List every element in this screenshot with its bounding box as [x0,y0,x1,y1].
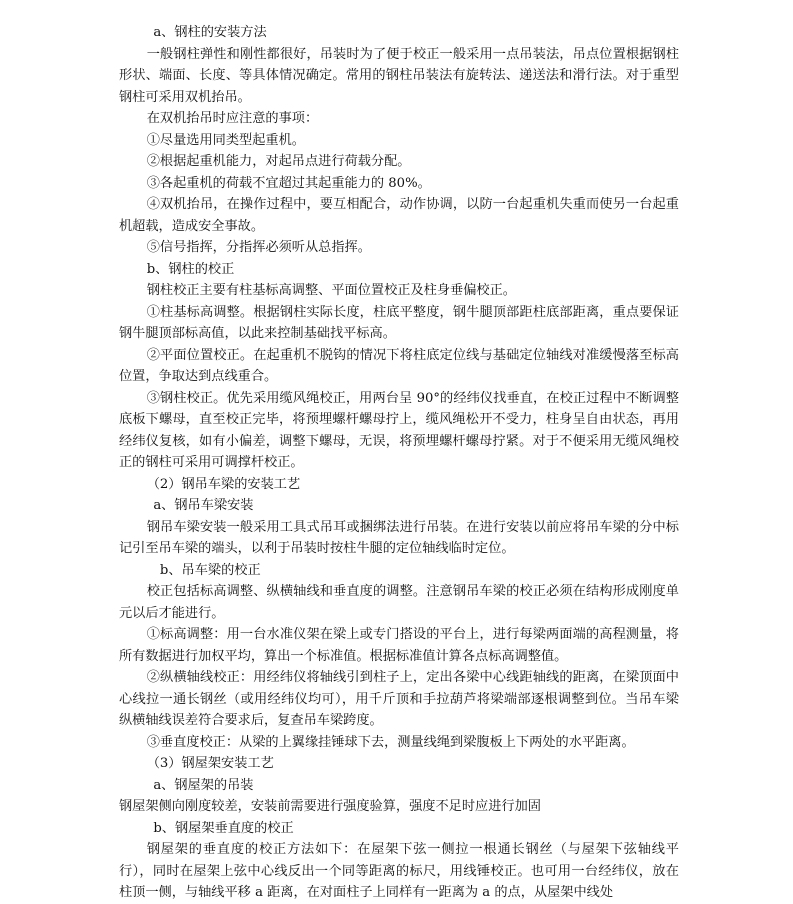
paragraph: ⑤信号指挥，分指挥必须听从总指挥。 [146,240,371,255]
paragraph: 钢柱校正主要有柱基标高调整、平面位置校正及柱身垂偏校正。 [146,283,516,298]
paragraph: b、吊车梁的校正 [159,562,261,578]
paragraph: 钢吊车梁安装一般采用工具式吊耳或捆绑法进行吊装。在进行安装以前应将吊车梁的分中标 记引至吊车梁的端头，以利于吊装时按柱牛腿的定位轴线临时定位。 [119,519,688,556]
paragraph: b、钢柱的校正 [146,261,235,277]
paragraph: 在双机抬吊时应注意的事项： [146,111,319,126]
paragraph: a、钢屋架的吊装 [153,777,254,793]
paragraph: 钢屋架的垂直度的校正方法如下：在屋架下弦一侧拉一根通长钢丝（与屋架下弦轴线平行），同时在屋架上弦中心线反出一个同等距离的标尺，用线锤校正。也可用一台经纬仪，放在柱顶一侧，与轴线平移 a 距离，在对面柱子上同样有一距离为 a 的点，从屋架中线处 [119,842,679,900]
paragraph: ③各起重机的荷载不宜超过其起重能力的 80%。 [146,175,431,191]
paragraph: （3）钢屋架安装工艺 [146,756,274,771]
paragraph: ②平面位置校正。在起重机不脱钩的情况下将柱底定位线与基础定位轴线对准缓慢落至标高位置，争取达到点线重合。 [119,347,679,384]
paragraph: b、钢屋架垂直度的校正 [153,820,294,836]
paragraph: ③垂直度校正：从梁的上翼缘挂锤球下去，测量线绳到梁腹板上下两处的水平距离。 [146,734,635,750]
paragraph: ②根据起重机能力，对起吊点进行荷载分配。 [146,154,411,169]
document-page [119,22,688,904]
paragraph: ③钢柱校正。优先采用缆风绳校正，用两台呈 90°的经纬仪找垂直，在校正过程中不断调整底板下螺母，直至校正完毕，将预埋螺杆螺母拧上，缆风绳松开不受力，柱身呈自由状态，再用经纬仪复核，如有小偏差，调整下螺母，无误，将预埋螺杆螺母拧紧。对于不便采用无缆风绳校正的钢柱可采用可调撑杆校正。 [119,390,679,470]
paragraph: ②纵横轴线校正：用经纬仪将轴线引到柱子上，定出各梁中心线距轴线的距离，在梁顶面中心线拉一通长钢丝（或用经纬仪均可），用千斤顶和手拉葫芦将梁端部逐根调整到位。当吊车梁纵横轴线误差符合要求后，复查吊车梁跨度。 [119,670,679,728]
paragraph: ①标高调整：用一台水准仪架在梁上或专门搭设的平台上，进行每梁两面端的高程测量，将所有数据进行加权平均，算出一个标准值。根据标准值计算各点标高调整值。 [119,627,679,664]
paragraph: （2）钢吊车梁的安装工艺 [146,476,301,492]
paragraph: 钢屋架侧向刚度较差，安装前需要进行强度验算，强度不足时应进行加固 [119,799,541,814]
paragraph: ①尽量选用同类型起重机。 [146,132,305,148]
paragraph: a、钢吊车梁安装 [153,498,254,513]
paragraph: 一般钢柱弹性和刚性都很好，吊装时为了便于校正一般采用一点吊装法，吊点位置根据钢柱形状、端面、长度、等具体情况确定。常用的钢柱吊装法有旋转法、递送法和滑行法。对于重型钢柱可采用双机抬吊。 [119,46,679,105]
paragraph: ④双机抬吊，在操作过程中，要互相配合，动作协调，以防一台起重机失重而使另一台起重机超载，造成安全事故。 [119,197,679,234]
paragraph: 校正包括标高调整、纵横轴线和垂直度的调整。注意钢吊车梁的校正必须在结构形成刚度单元以后才能进行。 [119,584,679,621]
paragraph: ①柱基标高调整。根据钢柱实际长度，柱底平整度，钢牛腿顶部距柱底部距离，重点要保证钢牛腿顶部标高值，以此来控制基础找平标高。 [119,304,679,341]
paragraph: a、钢柱的安装方法 [153,25,267,40]
